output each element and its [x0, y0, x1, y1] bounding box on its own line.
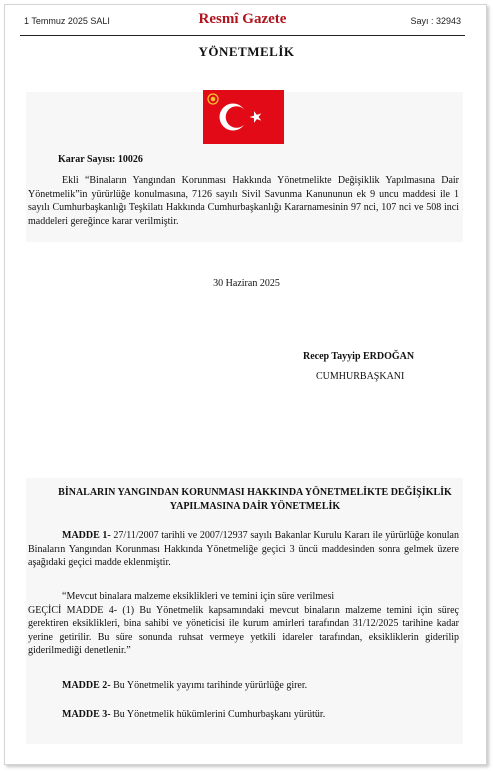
- article-1: [28, 529, 459, 570]
- transitional-article-heading: “Mevcut binalara malzeme eksiklikleri ve temini için süre verilmesi: [62, 591, 335, 602]
- article-3-label: MADDE 3-: [62, 709, 111, 720]
- decision-text: Ekli “Binaların Yangından Korunması Hakkında Yönetmelikte Değişiklik Yapılmasına Dair Yönetmelik”in yürürlüğe konulmasına, 7126 sayılı Sivil Savunma Kanununun ek 9 uncu maddesi ile 1 sayılı Cumhurbaşkanlığı Teşkilatı Hakkında Cumhurbaşkanlığı Kararnamesinin 97 nci, 107 nci ve 508 inci maddeleri gereğince karar verilmiştir.: [28, 175, 459, 227]
- article-2-label: MADDE 2-: [62, 680, 111, 691]
- article-1-text: 27/11/2007 tarihli ve 2007/12937 sayılı Bakanlar Kurulu Kararı ile yürürlüğe konulan Binaların Yangından Korunması Hakkında Yönetmeliğe geçici 3 üncü maddesinden sonra gelmek üzere aşağıdaki geçici madde eklenmiştir.: [28, 530, 459, 568]
- gazette-title: Resmî Gazete: [198, 11, 287, 27]
- decision-date: 30 Haziran 2025: [213, 278, 280, 289]
- transitional-article: [28, 590, 459, 658]
- turkish-flag-icon: [203, 90, 284, 144]
- signer-name: Recep Tayyip ERDOĞAN: [303, 351, 415, 362]
- header-date: 1 Temmuz 2025 SALI: [24, 16, 110, 26]
- transitional-article-text: GEÇİCİ MADDE 4- (1) Bu Yönetmelik kapsamındaki mevcut binaların malzeme temini için süreç gerektiren eksiklikleri, bina sahibi ve yöneticisi ile kurum amirleri tarafından 31/12/2025 tarihine kadar yerine getirilir. Bu süre sonunda ruhsat vermeye yetkili idareler tarafından, eksikliklerin giderilip giderilmediği denetlenir.”: [28, 604, 459, 656]
- document-type-heading: YÖNETMELİK: [198, 44, 295, 59]
- article-3: [62, 709, 325, 720]
- article-2-text: Bu Yönetmelik yayımı tarihinde yürürlüğe girer.: [110, 680, 308, 691]
- issue-number: Sayı : 32943: [410, 16, 461, 26]
- gazette-header: [20, 13, 465, 36]
- article-2: [62, 680, 307, 691]
- decision-number: Karar Sayısı: 10026: [58, 154, 143, 165]
- signer-title: CUMHURBAŞKANI: [316, 371, 405, 382]
- regulation-title: BİNALARIN YANGINDAN KORUNMASI HAKKINDA YÖNETMELİKTE DEĞİŞİKLİK YAPILMASINA DAİR YÖNETMELİK: [58, 487, 452, 512]
- article-1-label: MADDE 1-: [62, 530, 111, 541]
- article-3-text: Bu Yönetmelik hükümlerini Cumhurbaşkanı yürütür.: [110, 709, 326, 720]
